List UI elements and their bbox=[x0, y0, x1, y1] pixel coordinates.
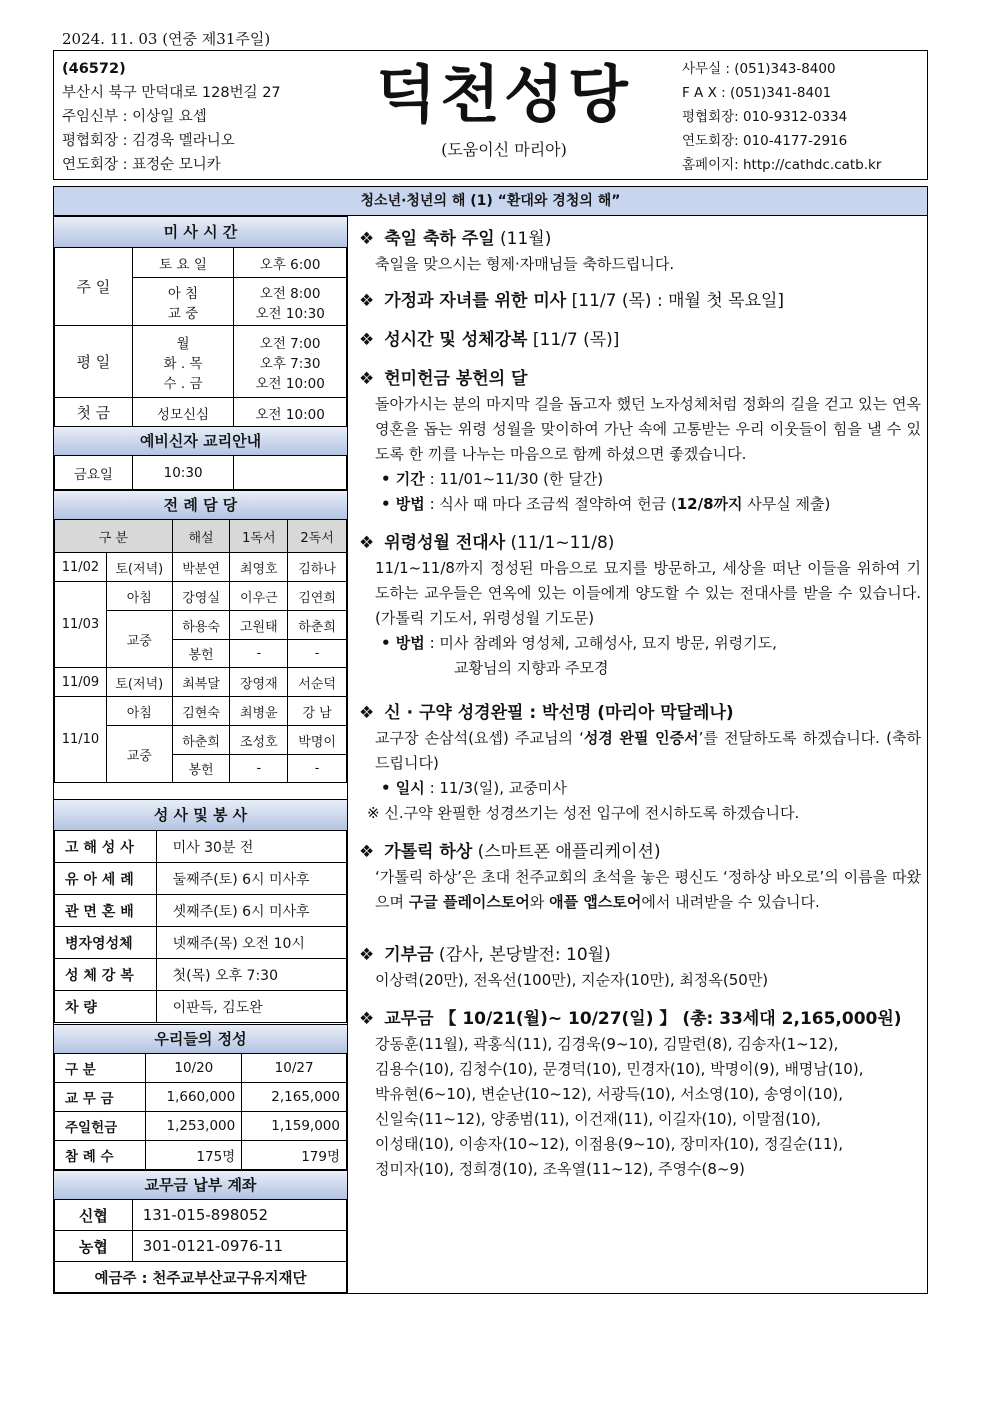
offerings-header-week: 10/27 bbox=[242, 1054, 347, 1083]
wed-fri-label: 수 . 금 bbox=[163, 375, 203, 392]
news-body: 11/1~11/8까지 정성된 마음으로 묘지를 방문하고, 세상을 떠난 이들을 위하여 기도하는 교우들은 연옥에 있는 이들에게 양도할 수 있는 전대사를 받을 수 있습니다. (가톨릭 기도서, 위령성월 기도문) bbox=[375, 559, 921, 627]
diamond-icon: ❖ bbox=[359, 533, 375, 553]
liturgy-mass-kind: 교중 bbox=[106, 726, 172, 783]
liturgy-cell: 박명이 bbox=[288, 726, 347, 755]
liturgy-cell: 강영실 bbox=[172, 582, 230, 611]
sacraments-table bbox=[54, 830, 347, 1023]
diamond-icon: ❖ bbox=[359, 291, 375, 311]
catechumen-table bbox=[54, 455, 347, 490]
sacrament-time: 둘째주(토) 6시 미사후 bbox=[156, 863, 346, 895]
patron: (도움이신 마리아) bbox=[441, 140, 567, 159]
news-bullet: • 방법 : 미사 참례와 영성체, 고해성사, 묘지 방문, 위령기도, bbox=[381, 634, 777, 652]
liturgy-cell: 김연희 bbox=[288, 582, 347, 611]
council-phone: 평협회장: 010-9312-0334 bbox=[682, 109, 848, 125]
saturday-time: 오후 6:00 bbox=[234, 248, 347, 278]
liturgy-cell: - bbox=[288, 755, 347, 783]
offering-row-label: 참 례 수 bbox=[55, 1141, 146, 1170]
offerings-table bbox=[54, 1053, 347, 1170]
bank-name: 신협 bbox=[55, 1200, 133, 1231]
liturgy-cell: 강 남 bbox=[288, 697, 347, 726]
liturgy-cell: 하춘희 bbox=[172, 726, 230, 755]
monday-time: 오전 7:00 bbox=[259, 335, 321, 352]
liturgy-cell: 하춘희 bbox=[288, 611, 347, 640]
offering-row-label: 교 무 금 bbox=[55, 1083, 146, 1112]
news-bullet-continued: 교황님의 지향과 주모경 bbox=[454, 659, 609, 677]
sacrament-name: 차 량 bbox=[55, 991, 157, 1023]
sacrament-time: 이판득, 김도완 bbox=[156, 991, 346, 1023]
church-name: 덕천성당 bbox=[376, 58, 632, 131]
elder-phone: 연도회장: 010-4177-2916 bbox=[682, 133, 848, 149]
sacrament-name: 병자영성체 bbox=[55, 927, 157, 959]
morning-mass-label: 아 침 bbox=[167, 285, 199, 302]
dues-line: 박유현(6~10), 변순난(10~12), 서광득(10), 서소영(10), 송영이(10), bbox=[375, 1085, 843, 1103]
liturgy-mass-kind: 토(저녁) bbox=[106, 668, 172, 697]
dues-line: 이성태(10), 이송자(10~12), 이점용(9~10), 장미자(10), 정길순(11), bbox=[375, 1135, 843, 1153]
year-theme: 청소년·청년의 해 (1) “환대와 경청의 해” bbox=[54, 187, 927, 216]
diamond-icon: ❖ bbox=[359, 330, 375, 350]
diamond-icon: ❖ bbox=[359, 945, 375, 965]
offerings-header-week: 10/20 bbox=[146, 1054, 242, 1083]
homepage-link[interactable]: 홈페이지: http://cathdc.catb.kr bbox=[682, 157, 882, 173]
news-note: ※ 신.구약 완필한 성경쓰기는 성전 입구에 전시하도록 하겠습니다. bbox=[367, 804, 800, 822]
sunday-mass-times bbox=[234, 278, 347, 326]
offering-value: 2,165,000 bbox=[242, 1083, 347, 1112]
main-mass-time: 오전 10:30 bbox=[255, 305, 325, 322]
catechumen-time: 10:30 bbox=[132, 456, 234, 490]
dues-line: 김용수(10), 김청수(10), 문경덕(10), 민경자(10), 박명이(9), 배명남(10), bbox=[375, 1060, 864, 1078]
liturgy-cell: 하용숙 bbox=[172, 611, 230, 640]
liturgy-cell: 조성호 bbox=[230, 726, 288, 755]
weekday-label: 평 일 bbox=[55, 326, 133, 398]
news-heading-feast: ❖ 축일 축하 주일 (11월) bbox=[359, 229, 552, 249]
news-bullet: • 일시 : 11/3(일), 교중미사 bbox=[381, 779, 567, 797]
liturgy-cell: 이우근 bbox=[230, 582, 288, 611]
news-bullet: • 기간 : 11/01~11/30 (한 달간) bbox=[381, 470, 604, 488]
morning-mass-time: 오전 8:00 bbox=[259, 285, 321, 302]
offerings-header-label: 구 분 bbox=[55, 1054, 146, 1083]
sunday-mass-labels bbox=[132, 278, 234, 326]
postcode: (46572) bbox=[62, 61, 126, 77]
offering-value: 1,159,000 bbox=[242, 1112, 347, 1141]
sacrament-time: 첫(목) 오후 7:30 bbox=[156, 959, 346, 991]
saturday-label: 토 요 일 bbox=[132, 248, 234, 278]
liturgy-cell: 최영호 bbox=[230, 553, 288, 582]
liturgy-date: 11/02 bbox=[55, 553, 107, 582]
sacrament-time: 미사 30분 전 bbox=[156, 831, 346, 863]
main-mass-label: 교 중 bbox=[167, 305, 199, 322]
liturgy-mass-kind: 토(저녁) bbox=[106, 553, 172, 582]
first-friday-place: 성모신심 bbox=[132, 398, 234, 428]
tue-thu-label: 화 . 목 bbox=[163, 355, 203, 372]
fax: F A X : (051)341-8401 bbox=[682, 85, 832, 101]
liturgy-header-commentary: 해설 bbox=[172, 520, 230, 553]
news-bullet: • 방법 : 식사 때 마다 조금씩 절약하여 헌금 (12/8까지 사무실 제출) bbox=[381, 495, 831, 513]
liturgy-cell: 김하나 bbox=[288, 553, 347, 582]
first-friday-label: 첫 금 bbox=[55, 398, 133, 428]
first-friday-time: 오전 10:00 bbox=[234, 398, 347, 428]
liturgy-cell: 김현숙 bbox=[172, 697, 230, 726]
dues-line: 정미자(10), 정희경(10), 조옥열(11~12), 주영수(8~9) bbox=[375, 1160, 745, 1178]
sunday-label: 주 일 bbox=[55, 248, 133, 326]
sacrament-name: 관 면 혼 배 bbox=[55, 895, 157, 927]
news-heading-holy-hour: ❖ 성시간 및 성체강복 [11/7 (목)] bbox=[359, 330, 620, 350]
diamond-icon: ❖ bbox=[359, 229, 375, 249]
news-body: 돌아가시는 분의 마지막 길을 돕고자 했던 노자성체처럼 정화의 길을 걷고 있는 연옥 영혼을 돕는 위령 성월을 맞이하여 가난 속에 고통받는 우리 이웃들이 힘을 낼 수 있도록 한 끼를 나누는 마음으로 함께 하셨으면 좋겠습니다. bbox=[375, 395, 921, 463]
address: 부산시 북구 만덕대로 128번길 27 bbox=[62, 85, 281, 101]
liturgy-table bbox=[54, 519, 347, 783]
diamond-icon: ❖ bbox=[359, 842, 375, 862]
diamond-icon: ❖ bbox=[359, 1009, 375, 1029]
news-heading-hasang-app: ❖ 가톨릭 하상 (스마트폰 애플리케이션) bbox=[359, 842, 661, 862]
liturgy-cell: 고원태 bbox=[230, 611, 288, 640]
church-title-block bbox=[354, 55, 654, 160]
dues-line: 신일숙(11~12), 양종범(11), 이건재(11), 이길자(10), 이말점(10), bbox=[375, 1110, 821, 1128]
sacrament-name: 유 아 세 례 bbox=[55, 863, 157, 895]
liturgy-date: 11/09 bbox=[55, 668, 107, 697]
liturgy-header-reading1: 1독서 bbox=[230, 520, 288, 553]
bank-name: 농협 bbox=[55, 1231, 133, 1262]
liturgy-date: 11/03 bbox=[55, 582, 107, 668]
liturgy-mass-kind: 교중 bbox=[106, 611, 172, 668]
liturgy-cell: 최복달 bbox=[172, 668, 230, 697]
liturgy-cell: - bbox=[230, 640, 288, 668]
news-heading-indulgence: ❖ 위령성월 전대사 (11/1~11/8) bbox=[359, 533, 615, 553]
offering-value: 179명 bbox=[242, 1141, 347, 1170]
account-holder: 예금주 : 천주교부산교구유지재단 bbox=[55, 1262, 347, 1293]
liturgy-cell: - bbox=[230, 755, 288, 783]
weekday-mass-labels bbox=[132, 326, 234, 398]
mass-times-heading: 미 사 시 간 bbox=[54, 216, 347, 248]
liturgy-date: 11/10 bbox=[55, 697, 107, 783]
offering-value: 1,253,000 bbox=[146, 1112, 242, 1141]
liturgy-offering-label: 봉헌 bbox=[172, 640, 230, 668]
bulletin-date: 2024. 11. 03 (연중 제31주일) bbox=[62, 30, 271, 48]
sacrament-name: 고 해 성 사 bbox=[55, 831, 157, 863]
offering-row-label: 주일헌금 bbox=[55, 1112, 146, 1141]
news-body: 이상력(20만), 전옥선(100만), 지순자(10만), 최정옥(50만) bbox=[375, 971, 769, 989]
elder-chair: 연도회장 : 표정순 모니카 bbox=[62, 157, 221, 173]
monday-label: 월 bbox=[176, 335, 190, 352]
liturgy-mass-kind: 아침 bbox=[106, 582, 172, 611]
dues-line: 강동훈(11월), 곽홍식(11), 김경욱(9~10), 김말련(8), 김송자(1~12), bbox=[375, 1035, 839, 1053]
pastor: 주임신부 : 이상일 요셉 bbox=[62, 109, 207, 125]
sacrament-time: 셋째주(토) 6시 미사후 bbox=[156, 895, 346, 927]
parish-info bbox=[62, 57, 281, 177]
office-phone: 사무실 : (051)343-8400 bbox=[682, 61, 836, 77]
news-body: 교구장 손삼석(요셉) 주교님의 ‘성경 완필 인증서’를 전달하도록 하겠습니다. (축하 드립니다) bbox=[375, 729, 921, 772]
offering-value: 1,660,000 bbox=[146, 1083, 242, 1112]
diamond-icon: ❖ bbox=[359, 703, 375, 723]
left-column bbox=[54, 216, 348, 1293]
diamond-icon: ❖ bbox=[359, 369, 375, 389]
liturgy-cell: 장영재 bbox=[230, 668, 288, 697]
accounts-heading: 교무금 납부 계좌 bbox=[54, 1170, 347, 1200]
account-number: 131-015-898052 bbox=[132, 1200, 346, 1231]
dues-list bbox=[359, 1032, 921, 1182]
offering-value: 175명 bbox=[146, 1141, 242, 1170]
mass-times-table bbox=[54, 247, 347, 428]
council-chair: 평협회장 : 김경욱 멜라니오 bbox=[62, 133, 235, 149]
news-heading-church-dues: ❖ 교무금 【 10/21(월)~ 10/27(일) 】 (총: 33세대 2,165,000원) bbox=[359, 1009, 902, 1029]
news-heading-bible-transcription: ❖ 신 · 구약 성경완필 : 박선명 (마리아 막달레나) bbox=[359, 703, 734, 723]
liturgy-header-division: 구 분 bbox=[55, 520, 173, 553]
news-heading-donations: ❖ 기부금 (감사, 본당발전: 10월) bbox=[359, 945, 611, 965]
sacrament-time: 넷째주(목) 오전 10시 bbox=[156, 927, 346, 959]
wed-fri-time: 오전 10:00 bbox=[255, 375, 325, 392]
liturgy-header-reading2: 2독서 bbox=[288, 520, 347, 553]
news-body: ‘가톨릭 하상’은 초대 천주교회의 초석을 놓은 평신도 ‘정하상 바오로’의 이름을 따왔으며 구글 플레이스토어와 애플 앱스토어에서 내려받을 수 있습니다. bbox=[375, 868, 921, 911]
news-heading-offering-month: ❖ 헌미헌금 봉헌의 달 bbox=[359, 369, 528, 389]
liturgy-cell: 서순덕 bbox=[288, 668, 347, 697]
account-number: 301-0121-0976-11 bbox=[132, 1231, 346, 1262]
liturgy-cell: 최병윤 bbox=[230, 697, 288, 726]
accounts-table bbox=[54, 1199, 347, 1293]
bulletin-header bbox=[53, 50, 928, 180]
sacraments-heading: 성 사 및 봉 사 bbox=[54, 799, 347, 831]
catechumen-day: 금요일 bbox=[55, 456, 133, 490]
bulletin-body bbox=[53, 186, 928, 1294]
contact-info bbox=[682, 57, 881, 177]
news-body: 축일을 맞으시는 형제·자매님들 축하드립니다. bbox=[375, 255, 675, 273]
liturgy-cell: 박분연 bbox=[172, 553, 230, 582]
liturgy-mass-kind: 아침 bbox=[106, 697, 172, 726]
sacrament-name: 성 체 강 복 bbox=[55, 959, 157, 991]
catechumen-heading: 예비신자 교리안내 bbox=[54, 426, 347, 456]
liturgy-offering-label: 봉헌 bbox=[172, 755, 230, 783]
liturgy-cell: - bbox=[288, 640, 347, 668]
weekday-mass-times bbox=[234, 326, 347, 398]
offerings-heading: 우리들의 정성 bbox=[54, 1024, 347, 1054]
news-heading-family-mass: ❖ 가정과 자녀를 위한 미사 [11/7 (목) : 매월 첫 목요일] bbox=[359, 291, 785, 311]
news-column bbox=[359, 227, 921, 1182]
tue-thu-time: 오후 7:30 bbox=[259, 355, 321, 372]
liturgy-heading: 전 례 담 당 bbox=[54, 490, 347, 520]
